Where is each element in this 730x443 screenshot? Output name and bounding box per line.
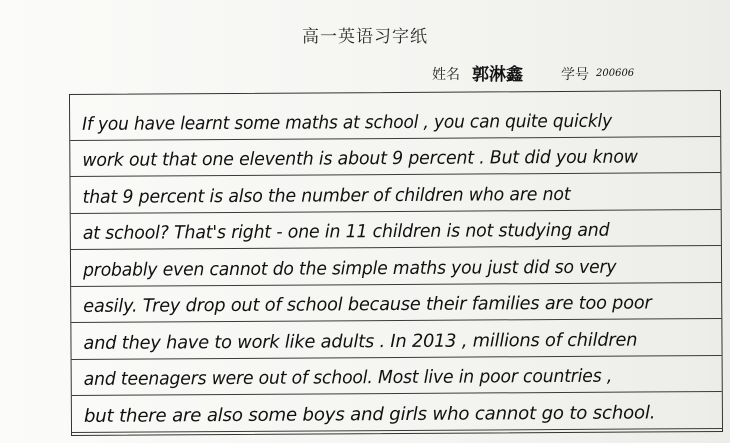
ruled-line [71, 282, 721, 287]
handwritten-line: at school? That's right - one in 11 children is not studying and [82, 219, 610, 244]
student-id: 200606 [596, 68, 635, 79]
handwritten-line: that 9 percent is also the number of children who are not [82, 183, 571, 208]
ruled-line [72, 391, 722, 396]
ruled-line [71, 318, 721, 323]
ruled-line [72, 428, 722, 433]
ruled-line [70, 136, 720, 141]
handwritten-line: and teenagers were out of school. Most live in poor countries , [83, 365, 613, 390]
ruled-line [71, 209, 721, 214]
handwritten-line: but there are also some boys and girls who cannot go to school. [83, 401, 656, 427]
ruled-line [72, 355, 722, 360]
handwritten-line: and they have to work like adults . In 2013 , millions of children [83, 329, 638, 354]
ruled-lines [70, 91, 722, 435]
ruled-line [70, 172, 720, 177]
handwritten-line: work out that one eleventh is about 9 percent . But did you know [82, 146, 638, 171]
handwritten-line: probably even cannot do the simple maths you just did so very [82, 256, 617, 281]
handwritten-line: easily. Trey drop out of school because their families are too poor [83, 292, 652, 317]
sheet-title: 高一英语习字纸 [302, 27, 428, 47]
handwritten-line: If you have learnt some maths at school , you can quite quickly [82, 110, 612, 135]
ruled-line [71, 245, 721, 250]
student-name: 郭淋鑫 [472, 65, 523, 85]
student-id-label: 学号 [561, 67, 589, 83]
name-label: 姓名 [432, 67, 460, 83]
writing-frame [69, 90, 723, 436]
